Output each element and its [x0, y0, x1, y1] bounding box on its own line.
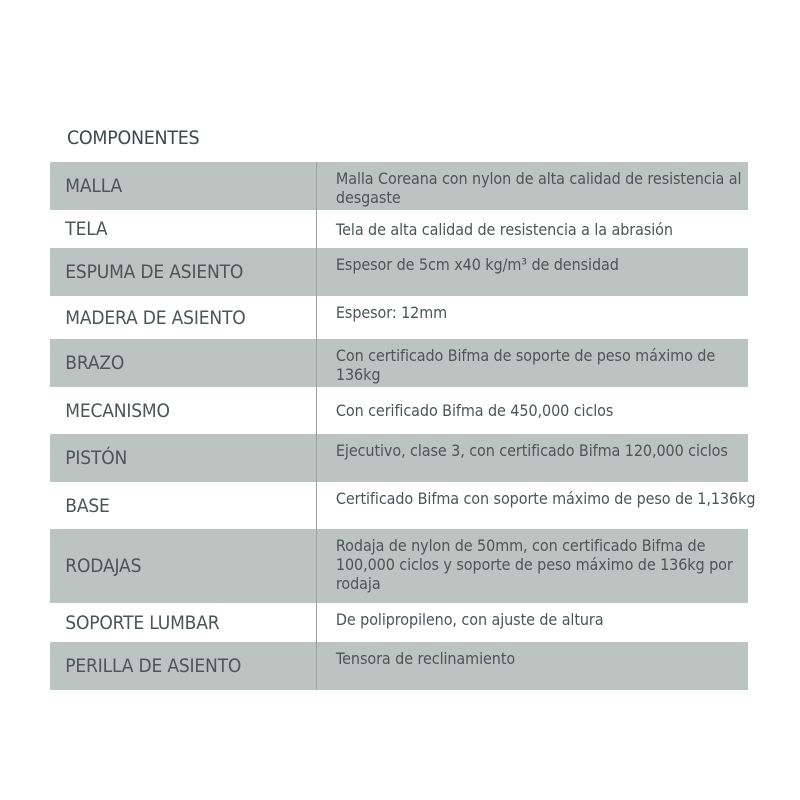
component-desc-cell — [317, 642, 749, 690]
component-desc-cell — [317, 387, 749, 434]
component-desc-cell — [317, 162, 749, 210]
component-desc: Espesor: 12mm — [335, 303, 448, 322]
component-desc-cell — [317, 248, 749, 296]
component-name: PISTÓN — [65, 447, 128, 469]
component-desc: De polipropileno, con ajuste de altura — [335, 610, 604, 629]
component-name-cell — [50, 162, 317, 210]
table-row-rodajas — [50, 529, 748, 603]
component-desc-cell — [317, 482, 756, 529]
component-name-cell — [50, 642, 317, 690]
component-desc: Tela de alta calidad de resistencia a la abrasión — [335, 219, 673, 239]
component-name-cell — [50, 210, 317, 248]
component-desc: Espesor de 5cm x40 kg/m³ de densidad — [335, 255, 619, 274]
table-row-mecanismo — [50, 387, 748, 434]
component-desc: Tensora de reclinamiento — [335, 649, 516, 668]
component-name-cell — [50, 296, 317, 339]
table-row-piston — [50, 434, 748, 482]
component-desc-cell — [317, 296, 749, 339]
components-table — [50, 162, 756, 690]
component-name: ESPUMA DE ASIENTO — [65, 261, 244, 283]
component-name-cell — [50, 248, 317, 296]
component-desc-cell — [317, 603, 749, 642]
component-name-cell — [50, 603, 317, 642]
component-desc-cell — [317, 529, 749, 603]
component-name-cell — [50, 339, 317, 387]
component-desc: Con certificado Bifma de soporte de peso máximo de 136kg — [335, 346, 716, 384]
component-name-cell — [50, 482, 317, 529]
component-desc-cell — [317, 210, 749, 248]
component-desc-cell — [317, 339, 749, 387]
component-name: MECANISMO — [65, 399, 170, 422]
table-row-espuma — [50, 248, 748, 296]
table-row-base — [50, 482, 748, 529]
table-row-soporte-lumbar — [50, 603, 748, 642]
component-name-cell — [50, 387, 317, 434]
component-name: BASE — [65, 494, 110, 517]
table-row-tela — [50, 210, 748, 248]
table-row-madera — [50, 296, 748, 339]
component-desc: Con cerificado Bifma de 450,000 ciclos — [335, 401, 614, 420]
table-row-perilla — [50, 642, 748, 690]
component-desc: Ejecutivo, clase 3, con certificado Bifma 120,000 ciclos — [335, 441, 728, 460]
component-name: RODAJAS — [65, 555, 142, 577]
component-name: MALLA — [65, 175, 122, 197]
component-name: MADERA DE ASIENTO — [65, 306, 246, 329]
component-desc: Malla Coreana con nylon de alta calidad de resistencia al desgaste — [335, 169, 742, 207]
component-name-cell — [50, 434, 317, 482]
component-name-cell — [50, 529, 317, 603]
table-row-brazo — [50, 339, 748, 387]
component-name: TELA — [65, 218, 108, 240]
component-name: BRAZO — [65, 352, 125, 374]
component-desc: Rodaja de nylon de 50mm, con certificado Bifma de 100,000 ciclos y soporte de peso máximo de 136kg por rodaja — [335, 536, 733, 593]
component-desc: Certificado Bifma con soporte máximo de peso de 1,136kg — [335, 489, 756, 508]
component-name: SOPORTE LUMBAR — [65, 611, 220, 634]
table-row-malla — [50, 162, 748, 210]
component-desc-cell — [317, 434, 749, 482]
section-heading: COMPONENTES — [67, 127, 200, 149]
component-name: PERILLA DE ASIENTO — [65, 655, 242, 677]
